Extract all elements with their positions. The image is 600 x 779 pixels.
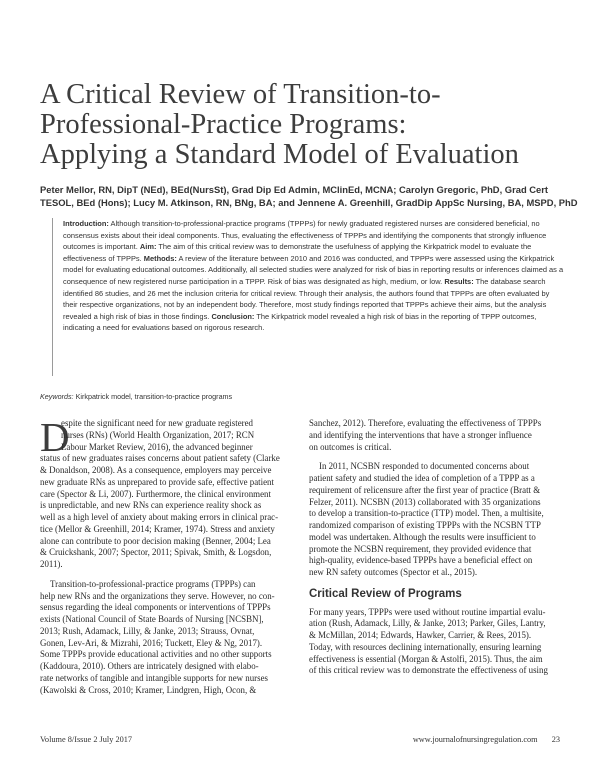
- author-list: [40, 183, 578, 209]
- issue-info: Volume 8/Issue 2 July 2017: [40, 735, 133, 744]
- footer-right: [413, 735, 560, 744]
- text-line: sensus regarding the ideal components or interventions of TPPPs: [40, 602, 271, 613]
- journal-website: www.journalofnursingregulation.com: [412, 735, 538, 744]
- text-line: For many years, TPPPs were used without routine impartial evalu-: [309, 606, 546, 617]
- text-line: In 2011, NCSBN responded to documented concerns about: [319, 461, 530, 472]
- text-line: well as a high level of anxiety about making errors in clinical prac-: [40, 512, 279, 522]
- title-line: Applying a Standard Model of Evaluation: [40, 139, 519, 170]
- title-line: A Critical Review of Transition-to-: [40, 79, 441, 110]
- text-line: & Cruickshank, 2007; Spector, 2011; Spivak, Smith, & Logsdon,: [40, 547, 272, 558]
- text-line: Felzer, 2011). NCSBN (2013) collaborated with 35 organizations: [309, 496, 541, 507]
- text-line: ation (Rush, Adamack, Lilly, & Janke, 2013; Parker, Giles, Lantry,: [309, 618, 546, 629]
- article-title: [40, 80, 570, 170]
- text-line: 2013; Rush, Adamack, Lilly, & Janke, 2013; Strauss, Ovnat,: [40, 625, 255, 636]
- text-line: (Kaddoura, 2010). Others are intricately designed with elabo-: [40, 661, 259, 671]
- keywords-text: Kirkpatrick model, transition-to-practice programs: [75, 392, 233, 401]
- text-line: new graduate RNs as unprepared to provide safe, effective patient: [40, 476, 274, 487]
- text-line: rate networks of tangible and intangible supports for new nurses: [40, 672, 268, 683]
- text-line: & McMillan, 2014; Edwards, Hawker, Carrier, & Rees, 2015).: [309, 630, 532, 640]
- text-line: patient safety and studied the idea of completion of a TPPP as a: [309, 473, 535, 483]
- abstract-results-label: Results:: [444, 276, 474, 286]
- abstract-aim-label: Aim:: [139, 242, 157, 252]
- text-line: effectiveness is essential (Morgan & Astolfi, 2015). Thus, the aim: [309, 653, 543, 664]
- text-line: to develop a transition-to-practice (TTP) model. Then, a multisite,: [309, 508, 544, 519]
- text-line: care (Spector & Li, 2007). Furthermore, the clinical environment: [40, 488, 271, 499]
- text-line: new RN safety outcomes (Spector et al., 2015).: [309, 567, 478, 577]
- abstract-conclusion: The Kirkpatrick model revealed a high risk of bias in the reporting of TPPP outcomes, indicating a need for evaluations based on rigorous research.: [63, 311, 537, 333]
- abstract-aim: The aim of this critical review was to demonstrate the usefulness of applying the Kirkpatrick model to evaluate the effectiveness of TPPPs.: [63, 242, 532, 263]
- drop-cap: D: [40, 414, 70, 460]
- paragraph: [40, 414, 295, 571]
- abstract-results: The database search identified 86 studies, and 26 met the inclusion criteria for critical review. Through their analysis, the authors found that TPPPs are often evaluated by their respective organizations, not by an independent body. Therefore, most study findings reported that TPPPs achieve their aims, but the analysis revealed a high risk of bias in those findings.: [63, 276, 550, 321]
- text-line: model was undertaken. Although the results were insufficient to: [309, 531, 536, 542]
- text-line: status of new graduates raises concerns about patient safety (Clarke: [40, 453, 280, 464]
- abstract-methods: A review of the literature between 2010 and 2016 was conducted, and TPPPs were assessed using the Kirkpatrick model for evaluating educational outcomes. Additionally, all selected studies were analyzed for risk of bias in reporting results or inferences claimed as a consequence of new registered nurse participation in a TPPP. Risk of bias was designated as high, medium, or low.: [63, 253, 564, 286]
- text-line: Some TPPPs provide educational activities and no other supports: [40, 649, 272, 660]
- abstract-text: [63, 218, 564, 334]
- text-line: is unpredictable, and new RNs can experience reality shock as: [40, 500, 262, 511]
- paragraph: [40, 579, 295, 697]
- text-line: high-quality, evidence-based TPPPs have a beneficial effect on: [309, 555, 533, 566]
- text-line: exists (National Council of State Boards of Nursing [NCSBN],: [40, 614, 264, 624]
- text-line: Transition-to-professional-practice programs (TPPPs) can: [50, 578, 256, 589]
- paragraph: [309, 418, 564, 453]
- text-line: tice (Mellor & Greenhill, 2014; Kramer, 1974). Stress and anxiety: [40, 523, 275, 534]
- text-line: (Kawolski & Cross, 2010; Kramer, Lindgren, High, Ocon, &: [40, 684, 257, 695]
- author-line: Peter Mellor, RN, DipT (NEd), BEd(NursSt), Grad Dip Ed Admin, MClinEd, MCNA; Carolyn Gregoric, PhD, Grad Cert: [40, 184, 549, 195]
- section-heading: Critical Review of Programs: [309, 587, 462, 600]
- paragraph: [309, 461, 564, 579]
- text-line: nurses (RNs) (World Health Organization, 2017; RCN: [61, 429, 255, 440]
- title-line: Professional-Practice Programs:: [40, 109, 407, 140]
- text-line: help new RNs and the organizations they serve. However, no con-: [40, 590, 275, 601]
- author-line: TESOL, BEd (Hons); Lucy M. Atkinson, RN, BNg, BA; and Jennene A. Greenhill, GradDip AppSc Nursing, BA, MSPD, PhD: [40, 197, 578, 208]
- text-line: & Donaldson, 2008). As a consequence, employers may perceive: [40, 465, 272, 475]
- text-line: Gonen, Lev-Ari, & Mizrahi, 2016; Tuckett, Eley & Ng, 2017).: [40, 637, 263, 648]
- paragraph: [309, 607, 564, 678]
- text-line: Sanchez, 2012). Therefore, evaluating the effectiveness of TPPPs: [309, 418, 542, 428]
- text-line: randomized comparison of existing TPPPs with the NCSBN TTP: [309, 520, 541, 530]
- keywords: [40, 392, 232, 402]
- abstract-methods-label: Methods:: [143, 253, 177, 263]
- page-number: 23: [551, 735, 560, 744]
- text-line: requirement of relicensure after the first year of practice (Bratt &: [309, 484, 541, 495]
- abstract-conclusion-label: Conclusion:: [211, 311, 255, 321]
- text-line: on outcomes is critical.: [309, 441, 392, 452]
- text-line: promote the NCSBN requirement, they provided evidence that: [309, 543, 532, 554]
- text-line: 2011).: [40, 559, 63, 569]
- text-line: Labour Market Review, 2016), the advanced beginner: [61, 441, 253, 452]
- abstract-introduction: Although transition-to-professional-practice programs (TPPPs) for newly graduated registered nurses are considered beneficial, no consensus exists about their ideal components. Thus, evaluating the effectiveness of TPPPs and identifying the components that strongly influence outcomes is important.: [63, 219, 547, 252]
- body-column-left: [40, 414, 295, 696]
- text-line: of this critical review was to demonstrate the effectiveness of using: [309, 665, 548, 676]
- text-line: and identifying the interventions that have a stronger influence: [309, 429, 532, 440]
- text-line: Today, with resources declining internationally, ensuring learning: [309, 641, 542, 652]
- text-line: alone can contribute to poor decision making (Benner, 2004; Lea: [40, 535, 271, 546]
- abstract: [52, 218, 564, 376]
- body-column-right: [309, 418, 564, 677]
- abstract-introduction-label: Introduction:: [63, 219, 109, 228]
- keywords-label: Keywords:: [40, 392, 74, 401]
- text-line: espite the significant need for new graduate registered: [61, 418, 253, 428]
